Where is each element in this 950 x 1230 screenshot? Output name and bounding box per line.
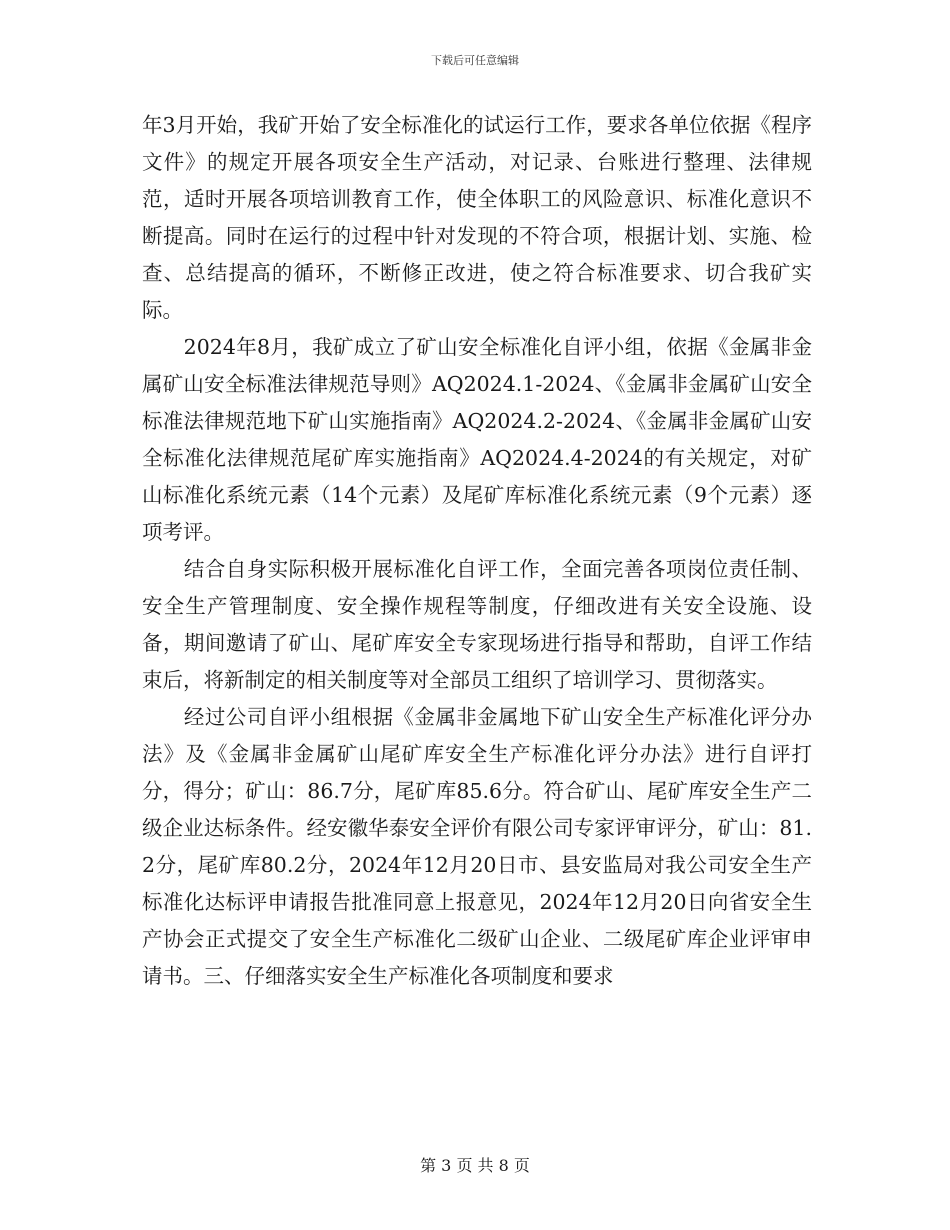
document-body: [142, 107, 812, 995]
paragraph-2: 2024年8月，我矿成立了矿山安全标准化自评小组，依据《金属非金属矿山安全标准法律规范导则》AQ2024.1-2024、《金属非金属矿山安全标准法律规范地下矿山实施指南》AQ2024.2-2024、《金属非金属矿山安全标准化法律规范尾矿库实施指南》AQ2024.4-2024的有关规定，对矿山标准化系统元素（14个元素）及尾矿库标准化系统元素（9个元素）逐项考评。: [142, 335, 812, 544]
paragraph-4: 经过公司自评小组根据《金属非金属地下矿山安全生产标准化评分办法》及《金属非金属矿山尾矿库安全生产标准化评分办法》进行自评打分，得分；矿山：86.7分，尾矿库85.6分。符合矿山、尾矿库安全生产二级企业达标条件。经安徽华泰安全评价有限公司专家评审评分，矿山：81.2分，尾矿库80.2分，2024年12月20日市、县安监局对我公司安全生产标准化达标评申请报告批准同意上报意见，2024年12月20日向省安全生产协会正式提交了安全生产标准化二级矿山企业、二级尾矿库企业评审申请书。三、仔细落实安全生产标准化各项制度和要求: [142, 705, 812, 988]
page-footer: 第 3 页 共 8 页: [420, 1156, 530, 1175]
paragraph-1: 年3月开始，我矿开始了安全标准化的试运行工作，要求各单位依据《程序文件》的规定开展各项安全生产活动，对记录、台账进行整理、法律规范，适时开展各项培训教育工作，使全体职工的风险意识、标准化意识不断提高。同时在运行的过程中针对发现的不符合项，根据计划、实施、检查、总结提高的循环，不断修正改进，使之符合标准要求、切合我矿实际。: [142, 113, 812, 322]
page-header: 下载后可任意编辑: [431, 54, 519, 67]
paragraph-3: 结合自身实际积极开展标准化自评工作，全面完善各项岗位责任制、安全生产管理制度、安全操作规程等制度，仔细改进有关安全设施、设备，期间邀请了矿山、尾矿库安全专家现场进行指导和帮助，自评工作结束后，将新制定的相关制度等对全部员工组织了培训学习、贯彻落实。: [142, 557, 812, 692]
